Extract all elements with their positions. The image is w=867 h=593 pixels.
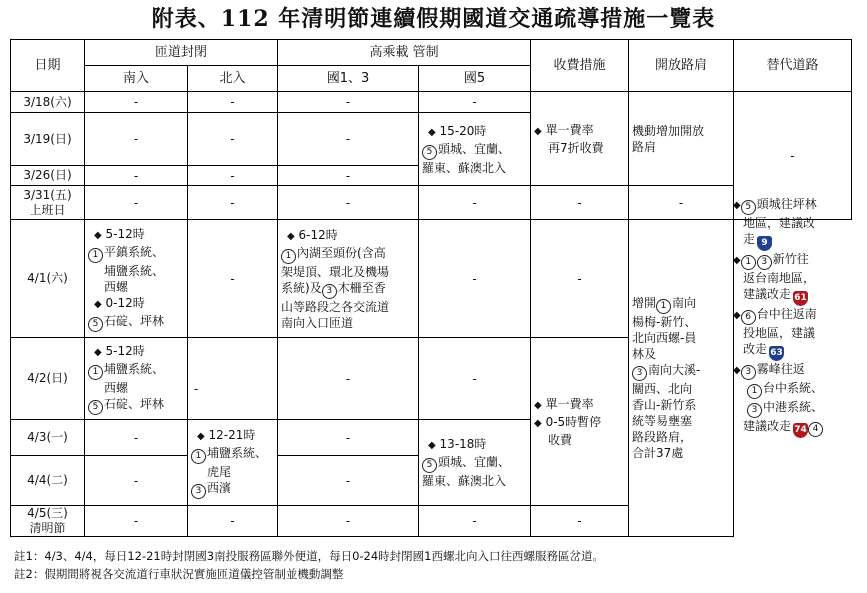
expressway-74-shield-icon: 74	[793, 423, 808, 438]
shoulder-late: 增開 1 南向 楊梅-新竹、 北向西螺-員 林及 3 南向大溪- 關西、北向 香山-新竹系 統等易壅塞 路段路肩， 合計37處	[629, 220, 734, 537]
toll-late: ◆ 單一費率 ◆ 0-5時暫停 收費	[531, 338, 629, 506]
diamond-icon: ◆	[428, 440, 436, 451]
diamond-icon: ◆	[733, 310, 741, 321]
cell-dash: -	[278, 506, 419, 537]
expressway-61-shield-icon: 61	[793, 291, 808, 306]
header-alternative-road: 替代道路	[734, 40, 852, 92]
route-5-icon: 5	[88, 317, 103, 332]
date-0403: 4/3(一)	[11, 420, 85, 456]
route-5-icon: 5	[88, 400, 103, 415]
date-0402: 4/2(日)	[11, 338, 85, 420]
route-5-icon: 5	[422, 458, 437, 473]
cell-dash: -	[85, 456, 188, 506]
header-hov: 高乘載 管制	[278, 40, 531, 66]
ramp-south-0402: ◆ 5-12時 1 埔鹽系統、 西螺 5 石碇、坪林	[85, 338, 188, 420]
date-0404: 4/4(二)	[11, 456, 85, 506]
cell-dash: -	[188, 92, 278, 113]
route-1-icon: 1	[741, 255, 756, 270]
route-3-icon: 3	[632, 366, 647, 381]
cell-dash: -	[278, 113, 419, 166]
cell-dash: -	[188, 166, 278, 186]
route-4-icon: 4	[808, 422, 823, 437]
route-6-icon: 6	[741, 310, 756, 325]
header-southbound: 南入	[85, 66, 188, 92]
cell-dash: -	[188, 506, 278, 537]
header-n1-n3: 國1、3	[278, 66, 419, 92]
header-date: 日期	[11, 40, 85, 92]
ramp-south-0401: ◆ 5-12時 1 平鎮系統、 埔鹽系統、 西螺 ◆ 0-12時 5 石碇、坪林	[85, 220, 188, 338]
date-0326: 3/26(日)	[11, 166, 85, 186]
cell-dash: -	[531, 186, 629, 220]
cell-dash: -	[85, 186, 188, 220]
cell-dash: -	[734, 92, 852, 220]
header-shoulder: 開放路肩	[629, 40, 734, 92]
diamond-icon: ◆	[733, 255, 741, 266]
cell-dash: -	[278, 420, 419, 456]
diamond-icon: ◆	[94, 229, 102, 241]
header-n5: 國5	[419, 66, 531, 92]
ramp-north-0403: ◆ 12-21時 1 埔鹽系統、 虎尾 3 西濱	[188, 420, 278, 506]
cell-dash: -	[278, 92, 419, 113]
route-1-icon: 1	[747, 384, 762, 399]
header-ramp-closure: 匝道封閉	[85, 40, 278, 66]
cell-dash: -	[531, 220, 629, 338]
cell-dash: -	[85, 166, 188, 186]
diamond-icon: ◆	[534, 399, 542, 411]
diamond-icon: ◆	[534, 125, 542, 137]
date-0331: 3/31(五) 上班日	[11, 186, 85, 220]
route-1-icon: 1	[191, 449, 206, 464]
cell-dash: -	[85, 113, 188, 166]
diamond-icon: ◆	[94, 298, 102, 310]
alternative-road-cell: ◆ 5 頭城往坪林 地區，建議改 走 9 ◆ 1 3 新竹往 返台南地區， 建議改走 61 ◆ 6 台中往返南 投地區，建議 改走 63 ◆ 3 霧峰往返 1 台中系統、 3 中港系統、 建議改走 74 4	[733, 196, 849, 438]
cell-dash: -	[85, 506, 188, 537]
cell-dash: -	[278, 338, 419, 420]
cell-dash: -	[531, 506, 629, 537]
date-0401: 4/1(六)	[11, 220, 85, 338]
route-1-icon: 1	[656, 299, 671, 314]
provincial-highway-9-shield-icon: 9	[757, 236, 772, 251]
route-1-icon: 1	[88, 365, 103, 380]
route-5-icon: 5	[422, 145, 437, 160]
diamond-icon: ◆	[733, 200, 741, 211]
n5-hov-late: ◆ 13-18時 5 頭城、宜蘭、 羅東、蘇澳北入	[419, 420, 531, 506]
route-3-icon: 3	[741, 365, 756, 380]
cell-dash: -	[188, 338, 278, 420]
route-3-icon: 3	[757, 255, 772, 270]
cell-dash: -	[188, 186, 278, 220]
hov-n13-0401: ◆ 6-12時 1 內湖至頭份(含高 架堤頂、環北及機場 系統)及 3 木柵至香 山等路段之各交流道 南向入口匝道	[278, 220, 419, 338]
page-title: 附表、112 年清明節連續假期國道交通疏導措施一覽表	[151, 6, 716, 32]
date-0405: 4/5(三) 清明節	[11, 506, 85, 537]
cell-dash: -	[419, 92, 531, 113]
diamond-icon: ◆	[94, 346, 102, 358]
route-3-icon: 3	[322, 284, 337, 299]
date-0319: 3/19(日)	[11, 113, 85, 166]
header-northbound: 北入	[188, 66, 278, 92]
cell-dash: -	[85, 420, 188, 456]
n5-hov-early: ◆ 15-20時 5 頭城、宜蘭、 羅東、蘇澳北入	[419, 113, 531, 186]
cell-dash: -	[419, 338, 531, 420]
diamond-icon: ◆	[534, 417, 542, 429]
diamond-icon: ◆	[287, 230, 295, 242]
diamond-icon: ◆	[733, 365, 741, 376]
cell-dash: -	[278, 186, 419, 220]
shoulder-early: 機動增加開放 路肩	[629, 92, 734, 186]
cell-dash: -	[85, 92, 188, 113]
route-1-icon: 1	[88, 248, 103, 263]
date-0318: 3/18(六)	[11, 92, 85, 113]
cell-dash: -	[188, 113, 278, 166]
route-1-icon: 1	[281, 249, 296, 264]
route-3-icon: 3	[191, 484, 206, 499]
cell-dash: -	[419, 220, 531, 338]
cell-dash: -	[278, 166, 419, 186]
route-5-icon: 5	[741, 200, 756, 215]
toll-early: ◆ 單一費率 再7折收費	[531, 92, 629, 186]
provincial-highway-63-shield-icon: 63	[769, 346, 784, 361]
diamond-icon: ◆	[428, 126, 436, 138]
measures-table	[10, 39, 852, 537]
diamond-icon: ◆	[197, 430, 205, 442]
cell-dash: -	[629, 186, 734, 220]
footnote-1: 註1：4/3、4/4，每日12-21時封閉國3南投服務區聯外便道，每日0-24時封閉國1西螺北向入口往西螺服務區岔道。	[14, 549, 604, 563]
cell-dash: -	[419, 186, 531, 220]
route-3-icon: 3	[747, 403, 762, 418]
header-toll: 收費措施	[531, 40, 629, 92]
footnote-2: 註2：假期間將視各交流道行車狀況實施匝道儀控管制並機動調整	[14, 567, 344, 581]
cell-dash: -	[419, 506, 531, 537]
cell-dash: -	[188, 220, 278, 338]
cell-dash: -	[278, 456, 419, 506]
